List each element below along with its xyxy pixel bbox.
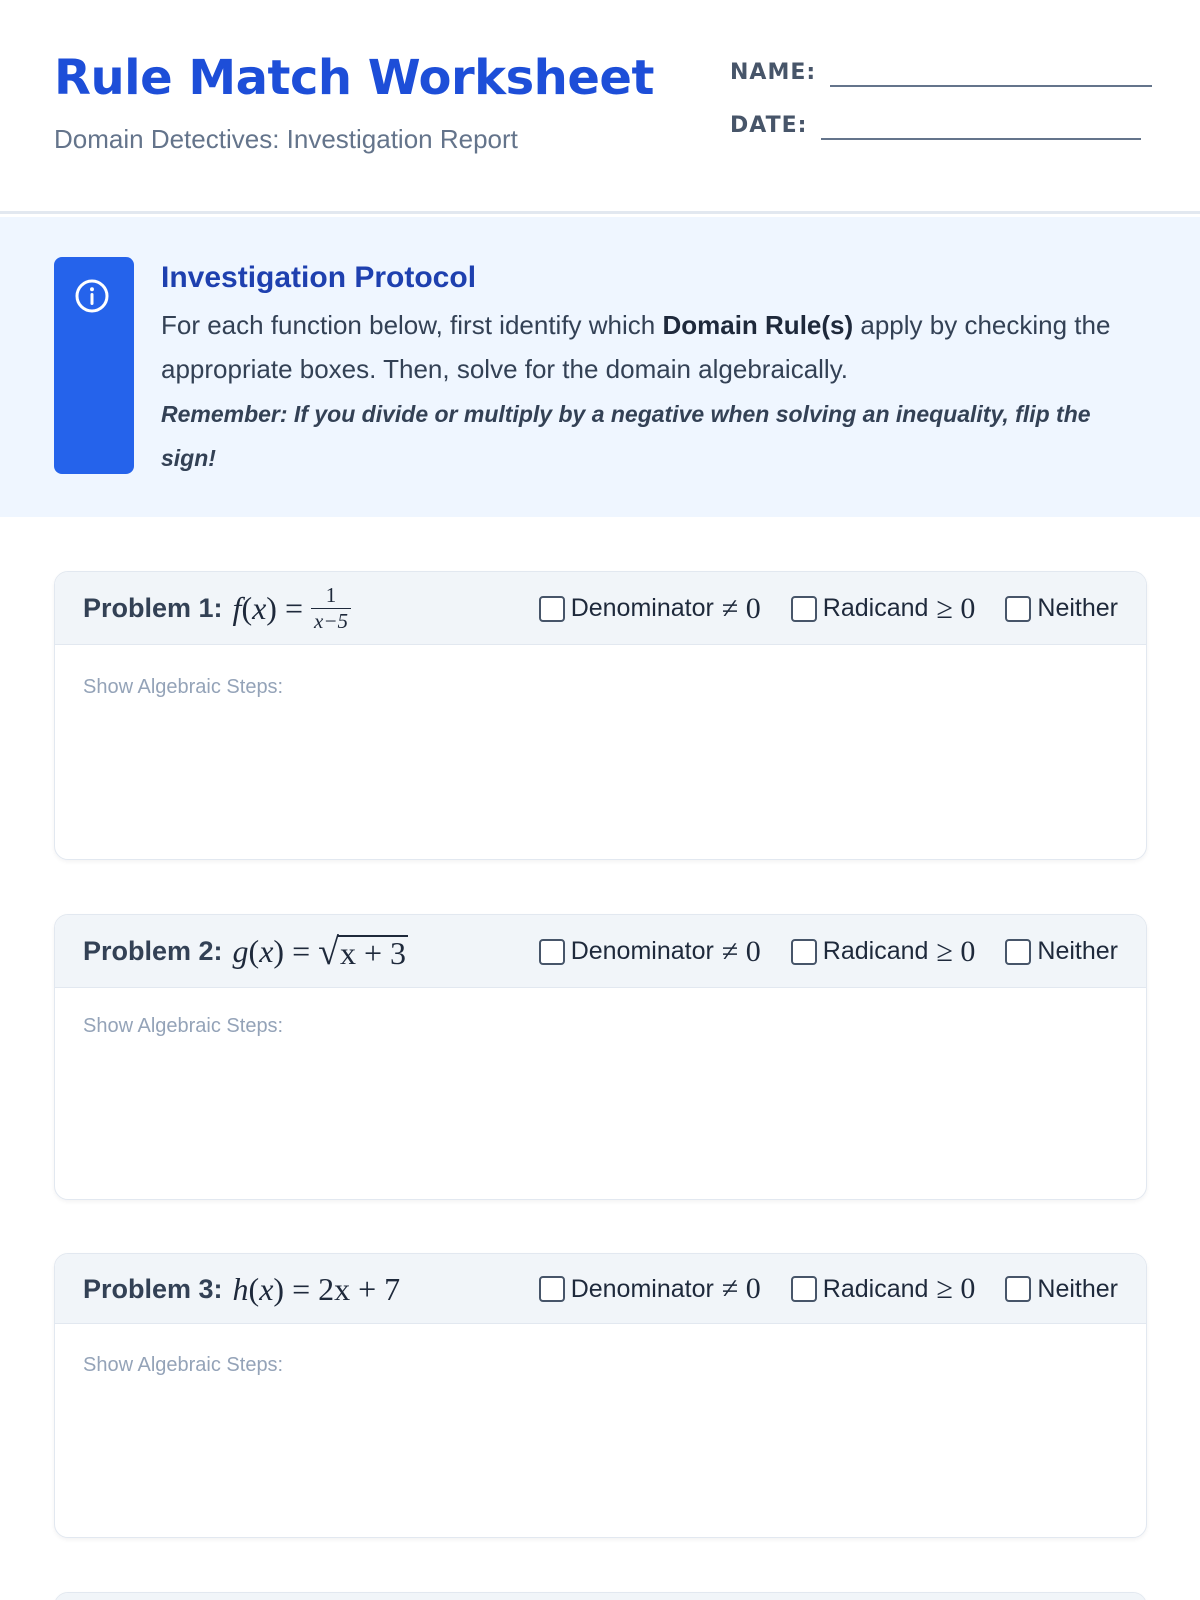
fraction-numerator: 1: [325, 583, 337, 607]
protocol-text-end: apply by checking the appropriate boxes. Then, solve for the domain algebraically.: [161, 310, 1111, 384]
problem-number: Problem 2:: [83, 936, 223, 966]
radicand-checkbox-option[interactable]: [791, 592, 976, 626]
denominator-expression: x−5: [314, 609, 348, 633]
checkbox[interactable]: [1005, 596, 1031, 622]
neither-checkbox-option[interactable]: [1005, 937, 1118, 966]
problem-card-1: [54, 571, 1147, 860]
radical-sign: √: [318, 930, 339, 973]
protocol-note: Remember: If you divide or multiply by a negative when solving an inequality, flip the sign!: [161, 401, 1091, 471]
checkbox[interactable]: [1005, 939, 1031, 965]
option-label: Denominator: [570, 594, 714, 622]
denominator-checkbox-option[interactable]: [539, 592, 761, 626]
checkbox[interactable]: [791, 939, 817, 965]
problem-card-2: [54, 914, 1147, 1200]
steps-label: Show Algebraic Steps:: [83, 1015, 284, 1037]
steps-label: Show Algebraic Steps:: [83, 1354, 284, 1376]
problem-card-4-partial: [54, 1592, 1147, 1600]
page-title: Rule Match Worksheet: [54, 50, 654, 106]
date-line[interactable]: [821, 138, 1141, 140]
neither-checkbox-option[interactable]: [1005, 594, 1118, 623]
radicand-expression: x + 3: [339, 934, 407, 971]
problem-function: h ( x ) = 2x + 7: [232, 1270, 401, 1307]
problem-card-3: [54, 1253, 1147, 1538]
function-variable: x: [252, 590, 267, 626]
problem-header: [55, 572, 1146, 645]
option-label: Neither: [1037, 1274, 1118, 1303]
option-label: Neither: [1037, 937, 1118, 965]
rule-options: [539, 572, 1118, 645]
problem-header: [55, 1593, 1146, 1600]
checkbox[interactable]: [1005, 1276, 1031, 1302]
radicand-checkbox-option[interactable]: [791, 1272, 976, 1306]
option-math: ≥ 0: [936, 1272, 976, 1305]
investigation-protocol-panel: [0, 217, 1200, 517]
problem-title: [83, 572, 351, 645]
protocol-text-start: For each function below, first identify which: [161, 310, 663, 340]
function-variable: x: [259, 1270, 274, 1307]
option-label: Radicand: [822, 1274, 929, 1303]
worksheet-header: [0, 0, 1200, 214]
option-label: Radicand: [822, 594, 929, 622]
problem-function: g ( x ) = √ x + 3: [232, 930, 407, 973]
protocol-text-bold: Domain Rule(s): [662, 310, 854, 340]
name-line[interactable]: [830, 85, 1152, 87]
problem-number: Problem 3:: [83, 1273, 223, 1304]
denominator-checkbox-option[interactable]: [539, 1272, 761, 1306]
option-math: ≠ 0: [721, 1272, 761, 1305]
date-label: DATE:: [730, 113, 808, 138]
fraction-denominator: [311, 608, 351, 632]
option-label: Radicand: [822, 937, 929, 965]
neither-checkbox-option[interactable]: [1005, 1275, 1118, 1304]
option-math: ≠ 0: [721, 591, 761, 625]
function-expression: 2x + 7: [318, 1270, 401, 1307]
problem-title: [83, 915, 408, 988]
function-variable: x: [259, 933, 274, 969]
radicand-checkbox-option[interactable]: [791, 935, 976, 969]
option-math: ≥ 0: [936, 591, 976, 625]
date-field: [730, 113, 1141, 138]
checkbox[interactable]: [791, 1276, 817, 1302]
function-name: h: [232, 1270, 249, 1307]
name-field: [730, 60, 1152, 85]
checkbox[interactable]: [539, 939, 565, 965]
problem-title: [83, 1254, 400, 1324]
problem-header: [55, 1254, 1146, 1324]
protocol-title: Investigation Protocol: [161, 261, 477, 294]
option-label: Denominator: [570, 1274, 714, 1303]
steps-label: Show Algebraic Steps:: [83, 676, 284, 698]
info-icon: [74, 278, 110, 314]
problem-function: f ( x ) = $\frac{1}{x-5}$: [233, 585, 351, 632]
rule-options: [539, 1254, 1118, 1324]
option-label: Denominator: [570, 937, 714, 965]
option-label: Neither: [1037, 594, 1118, 622]
option-math: ≠ 0: [721, 934, 761, 968]
rule-options: [539, 915, 1118, 988]
function-name: f: [232, 590, 242, 626]
checkbox[interactable]: [791, 596, 817, 622]
checkbox[interactable]: [539, 1276, 565, 1302]
checkbox[interactable]: [539, 596, 565, 622]
denominator-checkbox-option[interactable]: [539, 935, 761, 969]
protocol-instructions: [161, 303, 1121, 391]
page-subtitle: Domain Detectives: Investigation Report: [54, 124, 518, 154]
name-label: NAME:: [730, 60, 817, 85]
problem-number: Problem 1:: [83, 593, 223, 623]
function-name: g: [232, 933, 249, 969]
option-math: ≥ 0: [936, 934, 976, 968]
problem-header: [55, 915, 1146, 988]
protocol-accent-bar: [54, 257, 134, 474]
fraction: [311, 585, 351, 632]
